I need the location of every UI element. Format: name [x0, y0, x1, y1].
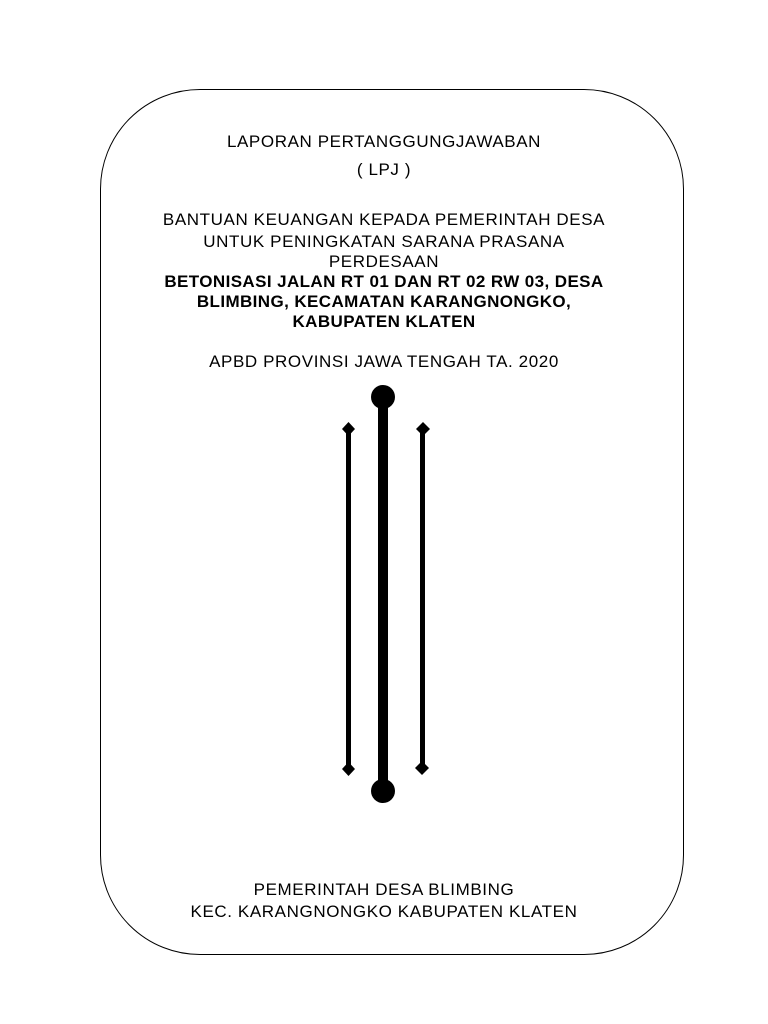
subtitle-line-1: BANTUAN KEUANGAN KEPADA PEMERINTAH DESA: [162, 210, 606, 229]
right-bar-bottom-diamond: [415, 761, 429, 775]
center-bar-bottom-dot: [371, 779, 395, 803]
left-bar-top-diamond: [342, 422, 355, 436]
report-title: LAPORAN PERTANGGUNGJAWABAN: [226, 132, 542, 151]
project-line-1: BETONISASI JALAN RT 01 DAN RT 02 RW 03, DESA: [164, 272, 604, 291]
funding-source: APBD PROVINSI JAWA TENGAH TA. 2020: [209, 352, 559, 371]
project-line-3: KABUPATEN KLATEN: [292, 312, 476, 331]
left-bar: [346, 430, 351, 770]
center-bar-top-dot: [371, 385, 395, 409]
vertical-bar-ornament-icon: [330, 380, 440, 810]
footer-line-2: KEC. KARANGNONGKO KABUPATEN KLATEN: [190, 902, 578, 921]
right-bar-top-diamond: [416, 422, 430, 436]
subtitle-line-2: UNTUK PENINGKATAN SARANA PRASANA: [203, 232, 565, 251]
project-line-2: BLIMBING, KECAMATAN KARANGNONGKO,: [196, 292, 572, 311]
right-bar: [420, 430, 425, 770]
left-bar-bottom-diamond: [342, 762, 355, 776]
report-abbreviation: ( LPJ ): [356, 160, 412, 179]
footer-line-1: PEMERINTAH DESA BLIMBING: [253, 880, 515, 899]
center-bar: [378, 396, 388, 791]
subtitle-line-3: PERDESAAN: [328, 252, 440, 271]
